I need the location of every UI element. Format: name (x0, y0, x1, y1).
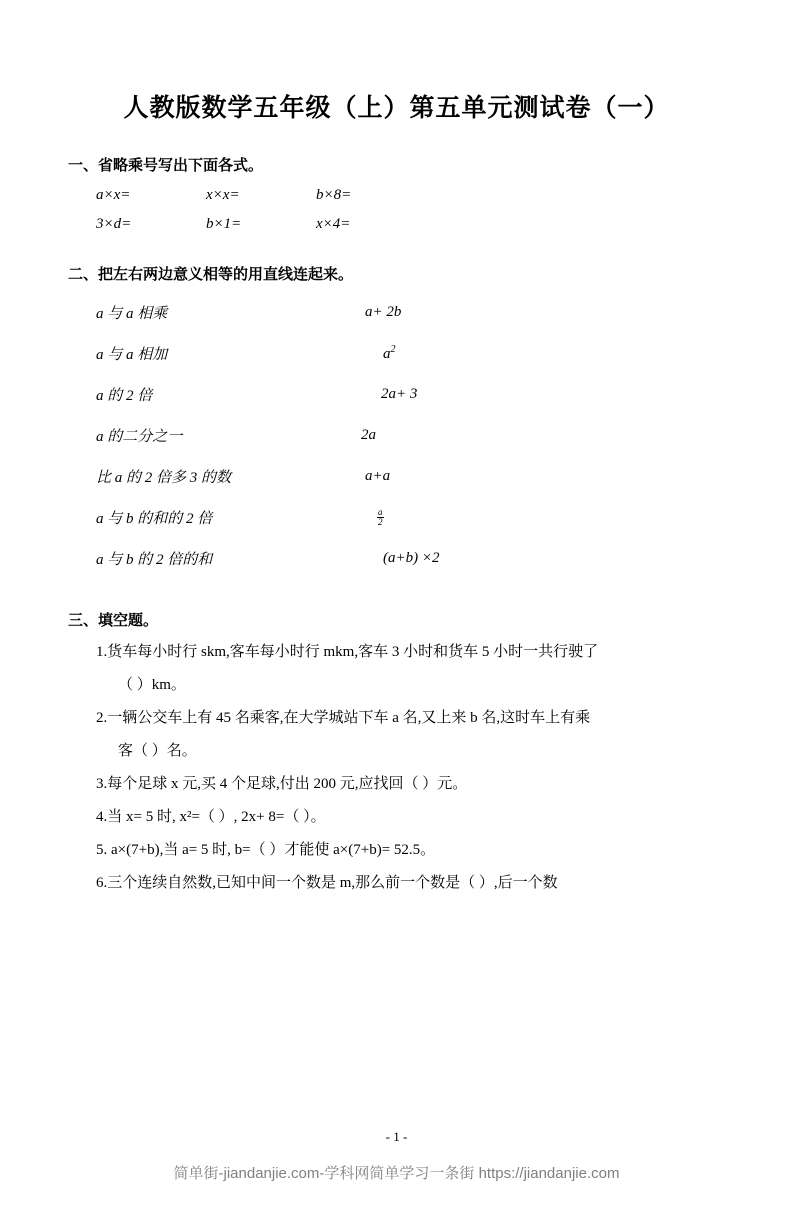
page-title: 人教版数学五年级（上）第五单元测试卷（一） (123, 94, 670, 122)
fill-blank-item (96, 702, 725, 768)
match-right-text (383, 344, 396, 363)
match-right-text: a+ 2b (365, 304, 402, 320)
match-left-text: a 与 a 相乘 (96, 306, 168, 322)
fill-blank-line: 4.当 x= 5 时, x²=（ ）, 2x+ 8=（ ）。 (96, 809, 326, 825)
list-item (96, 415, 725, 456)
expression-item: x×x= (206, 187, 240, 203)
list-item (96, 374, 725, 415)
section-3-heading: 三、填空题。 (68, 612, 159, 629)
fill-blank-item (96, 801, 725, 834)
fill-blank-item (96, 867, 725, 900)
fill-blank-line: 2.一辆公交车上有 45 名乘客,在大学城站下车 a 名,又上来 b 名,这时车上有乘 (96, 710, 591, 726)
fraction (377, 508, 384, 528)
match-right-base: a (383, 346, 391, 362)
fill-blank-line: 客（ ）名。 (118, 743, 197, 759)
match-left-text: a 与 b 的和的 2 倍 (96, 511, 213, 527)
expression-item: a×x= (96, 187, 131, 203)
fill-blank-line: 5. a×(7+b),当 a= 5 时, b=（ ）才能使 a×(7+b)= 52.5。 (96, 842, 436, 858)
list-item (96, 292, 725, 333)
match-right-text (377, 508, 384, 528)
match-right-text: (a+b) ×2 (383, 550, 440, 566)
list-item (96, 456, 725, 497)
expression-row (96, 187, 725, 204)
matching-list (68, 292, 725, 579)
section-2-heading: 二、把左右两边意义相等的用直线连起来。 (68, 266, 354, 283)
list-item (96, 538, 725, 579)
fill-blank-item (96, 834, 725, 867)
match-left-text: a 与 a 相加 (96, 347, 168, 363)
fill-blank-line: （ ）km。 (118, 677, 186, 693)
exponent: 2 (390, 344, 396, 355)
fill-blank-line: 3.每个足球 x 元,买 4 个足球,付出 200 元,应找回（ ）元。 (96, 776, 468, 792)
footer-watermark: 简单街-jiandanjie.com-学科网简单学习一条街 https://jiandanjie.com (173, 1165, 620, 1182)
fill-blank-item (96, 636, 725, 702)
section-1-heading: 一、省略乘号写出下面各式。 (68, 157, 264, 174)
match-left-text: a 的二分之一 (96, 429, 183, 445)
fraction-denominator: 2 (378, 517, 383, 527)
fraction-numerator: a (378, 506, 383, 517)
match-right-text: 2a+ 3 (381, 386, 418, 402)
page-number: - 1 - (385, 1129, 408, 1144)
match-right-text: 2a (361, 427, 376, 443)
worksheet-page (0, 88, 793, 1210)
expression-item: b×8= (316, 187, 352, 203)
fill-blank-item (96, 768, 725, 801)
match-right-text: a+a (365, 468, 391, 484)
expression-item: x×4= (316, 216, 351, 232)
expression-row (96, 216, 725, 233)
expression-item: b×1= (206, 216, 242, 232)
list-item (96, 497, 725, 538)
list-item (96, 333, 725, 374)
fill-blank-line: 1.货车每小时行 skm,客车每小时行 mkm,客车 3 小时和货车 5 小时一共行驶了 (96, 644, 599, 660)
fill-blank-line: 6.三个连续自然数,已知中间一个数是 m,那么前一个数是（ ）,后一个数 (96, 875, 558, 891)
match-left-text: a 的 2 倍 (96, 388, 153, 404)
match-left-text: a 与 b 的 2 倍的和 (96, 552, 213, 568)
match-left-text: 比 a 的 2 倍多 3 的数 (96, 470, 232, 486)
expression-item: 3×d= (96, 216, 132, 232)
